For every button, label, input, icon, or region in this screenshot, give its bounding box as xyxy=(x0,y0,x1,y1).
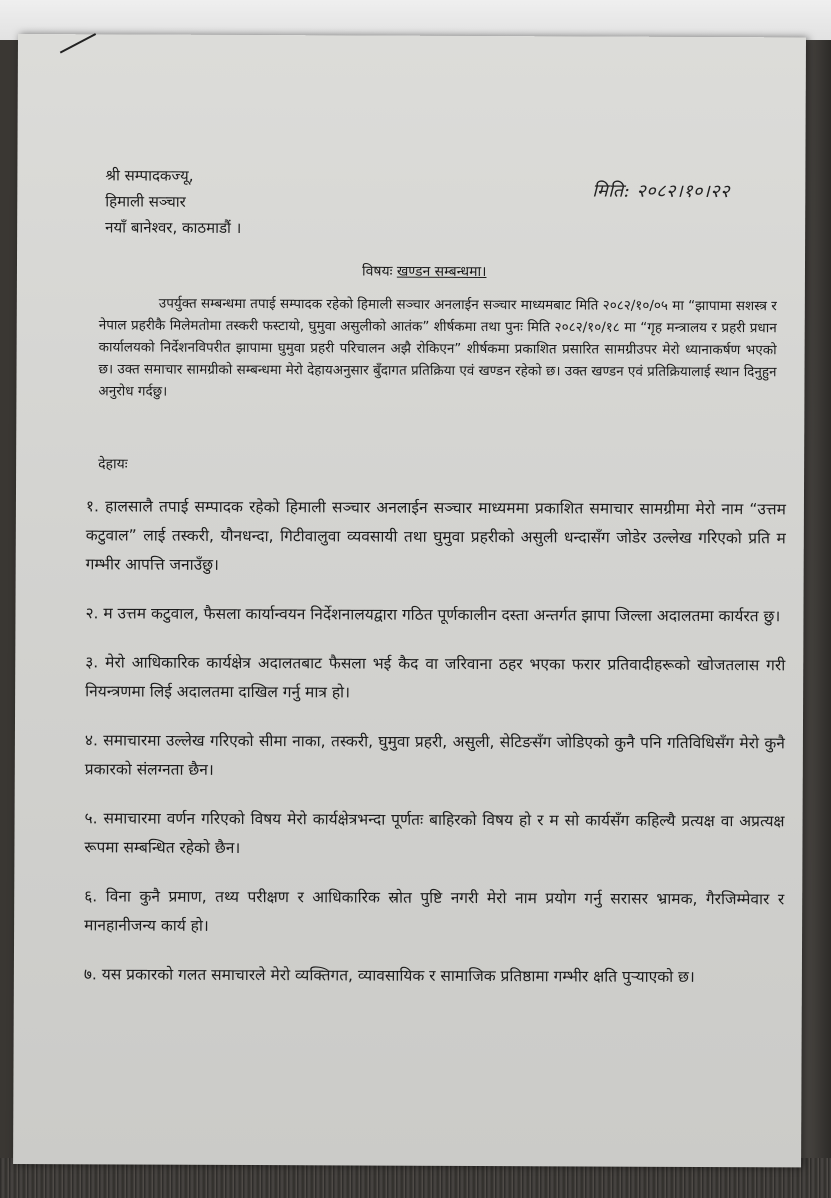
subject-line xyxy=(362,262,487,282)
list-item: २. म उत्तम कटुवाल, फैसला कार्यान्वयन निर्देशनालयद्वारा गठित पूर्णकालीन दस्ता अन्तर्गत झापा जिल्ला अदालतमा कार्यरत छु। xyxy=(85,604,781,626)
subject-text: खण्डन सम्बन्धमा। xyxy=(396,263,487,281)
subject-label: विषयः xyxy=(361,263,393,280)
list-item: ७. यस प्रकारको गलत समाचारले मेरो व्यक्तिगत, व्यावसायिक र सामाजिक प्रतिष्ठामा गम्भीर क्षति पुर्‍याएको छ। xyxy=(83,965,695,986)
list-item: ५. समाचारमा वर्णन गरिएको विषय मेरो कार्यक्षेत्रभन्दा पूर्णतः बाहिरको विषय हो र म सो कार्यसँग कहिल्यै प्रत्यक्ष वा अप्रत्यक्ष रूपमा सम्बन्धित रहेको छैन। xyxy=(84,809,785,857)
handwritten-date: मिति: २०८२।१०।२२ xyxy=(592,180,731,203)
letter-paper xyxy=(13,34,806,1167)
address-line: हिमाली सञ्चार xyxy=(105,192,186,211)
list-item: ४. समाचारमा उल्लेख गरिएको सीमा नाका, तस्करी, घुमुवा प्रहरी, असुली, सेटिङसँग जोडिएको कुनै पनि गतिविधिसँग मेरो कुनै प्रकारको संलग्नता छैन। xyxy=(84,731,785,779)
address-line: श्री सम्पादकज्यू, xyxy=(105,166,194,185)
recipient-address xyxy=(105,162,242,241)
address-line: नयाँ बानेश्वर, काठमाडौं । xyxy=(105,218,242,237)
intro-paragraph: उपर्युक्त सम्बन्धमा तपाई सम्पादक रहेको हिमाली सञ्चार अनलाईन सञ्चार माध्यमबाट मिति २०८२/१०/०५ मा “झापामा सशस्त्र र नेपाल प्रहरीकै मिलेमतोमा तस्करी फस्टायो, घुमुवा असुलीको आतंक” शीर्षकमा तथा पुनः मिति २०८२/१०/१८ मा “गृह मन्त्रालय र प्रहरी प्रधान कार्यालयको निर्देशनविपरीत झापामा घुमुवा प्रहरी परिचालन अझै रोकिएन” शीर्षकमा प्रकाशित प्रसारित सामग्रीउपर मेरो ध्यानाकर्षण भएको छ। उक्त समाचार सामग्रीको सम्बन्धमा मेरो देहायअनुसार बुँदागत प्रतिक्रिया एवं खण्डन रहेको छ। उक्त खण्डन एवं प्रतिक्रियालाई स्थान दिनुहुन अनुरोध गर्दछु। xyxy=(98,295,777,400)
pen-stroke-mark xyxy=(60,33,96,53)
dehay-label: देहायः xyxy=(98,456,128,473)
list-item: ३. मेरो आधिकारिक कार्यक्षेत्र अदालतबाट फैसला भई कैद वा जरिवाना ठहर भएका फरार प्रतिवादीहरूको खोजतलास गरी नियन्त्रणमा लिई अदालतमा दाखिल गर्नु मात्र हो। xyxy=(85,653,786,702)
points-list xyxy=(84,492,786,1012)
list-item: १. हालसालै तपाई सम्पादक रहेको हिमाली सञ्चार अनलाईन सञ्चार माध्यममा प्रकाशित समाचार सामग्रीमा मेरो नाम “उत्तम कटुवाल” लाई तस्करी, यौनधन्दा, गिटीवालुवा व्यवसायी तथा घुमुवा प्रहरीको असुली धन्दासँग जोडेर उल्लेख गरिएको प्रति म गम्भीर आपत्ति जनाउँछु। xyxy=(85,497,786,574)
list-item: ६. विना कुनै प्रमाण, तथ्य परीक्षण र आधिकारिक स्रोत पुष्टि नगरी मेरो नाम प्रयोग गर्नु सरासर भ्रामक, गैरजिम्मेवार र मानहानीजन्य कार्य हो। xyxy=(84,887,785,935)
